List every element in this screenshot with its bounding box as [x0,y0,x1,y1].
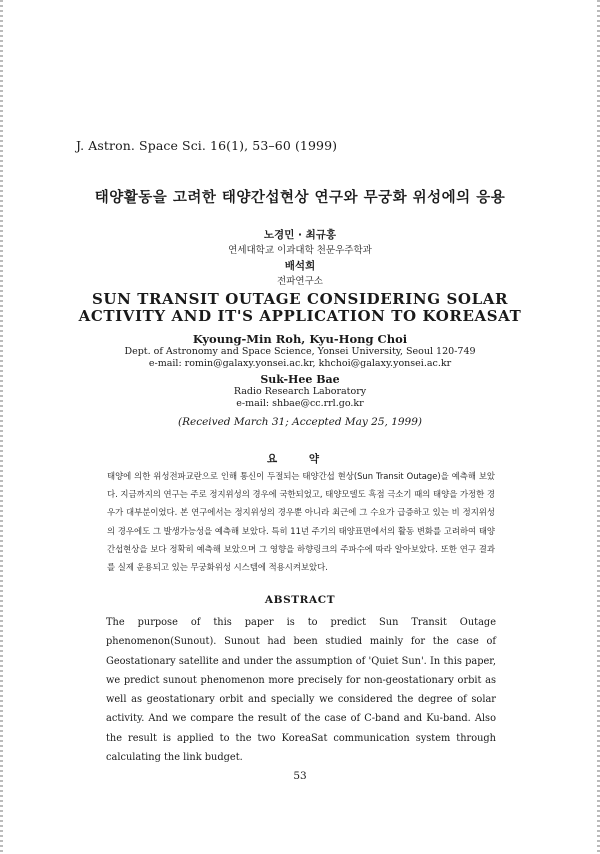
english-lab-affiliation [0,386,600,409]
english-email-1: e-mail: romin@galaxy.yonsei.ac.kr, khchoi@galaxy.yonsei.ac.kr [148,357,452,369]
english-affiliation [0,346,600,369]
korean-abstract: 태양에 의한 위성전파교란으로 인해 통신이 두절되는 태양간섭 현상(Sun Transit Outage)을 예측해 보았다. 지금까지의 연구는 주로 정지위성의 경우에 국한되었고, 태양모델도 흑점 극소기 때의 태양을 가정한 경우가 대부분이었다. 본 연구에서는 정지위성의 경우뿐 아니라 최근에 그 수요가 급증하고 있는 비 정지위성의 경우에도 그 발생가능성을 예측해 보았다. 특히 11년 주기의 태양표면에서의 활동 변화를 고려하여 태양 간섭현상을 보다 정확히 예측해 보았으며 그 영향을 하향링크의 주파수에 따라 알아보았다. 또한 연구 결과를 실제 운용되고 있는 무궁화위성 시스템에 적용시켜보았다. [107,471,495,573]
korean-affiliation-2: 전파연구소 [277,276,323,287]
english-title-line-2: ACTIVITY AND IT'S APPLICATION TO KOREASAT [78,307,522,325]
english-title-line-1: SUN TRANSIT OUTAGE CONSIDERING SOLAR [91,290,509,308]
korean-abstract-heading: 요 약 [267,453,333,465]
korean-authors: 노경민 · 최규홍 [263,229,337,241]
english-dept: Dept. of Astronomy and Space Science, Yonsei University, Seoul 120-749 [124,346,476,357]
korean-affiliation-1: 연세대학교 이과대학 천문우주학과 [228,245,372,256]
abstract-heading: ABSTRACT [264,594,336,606]
korean-title: 태양활동을 고려한 태양간섭현상 연구와 무궁화 위성에의 응용 [94,190,506,206]
english-abstract: The purpose of this paper is to predict Sun Transit Outage phenomenon(Sunout). Sunout had been studied mainly for the case of Geostationary satellite and under the assumption of 'Quiet Sun'. In this paper, we predict sunout phenomenon more precisely for non-geostationary orbit as well as geostationary orbit and specially we considered the degree of solar activity. And we compare the result of the case of C-band and Ku-band. Also the result is applied to the two KoreaSat communication system through calculating the link budget. [106,617,496,764]
page-number: 53 [293,770,307,782]
english-title [0,291,600,325]
english-lab: Radio Research Laboratory [233,386,367,397]
korean-author-2: 배석희 [284,260,316,272]
journal-reference: J. Astron. Space Sci. 16(1), 53–60 (1999) [76,138,338,153]
english-authors: Kyoung-Min Roh, Kyu-Hong Choi [192,332,408,346]
received-dates: (Received March 31; Accepted May 25, 1999) [177,416,423,428]
english-email-2: e-mail: shbae@cc.rrl.go.kr [236,397,364,409]
english-author-2: Suk-Hee Bae [260,373,340,386]
